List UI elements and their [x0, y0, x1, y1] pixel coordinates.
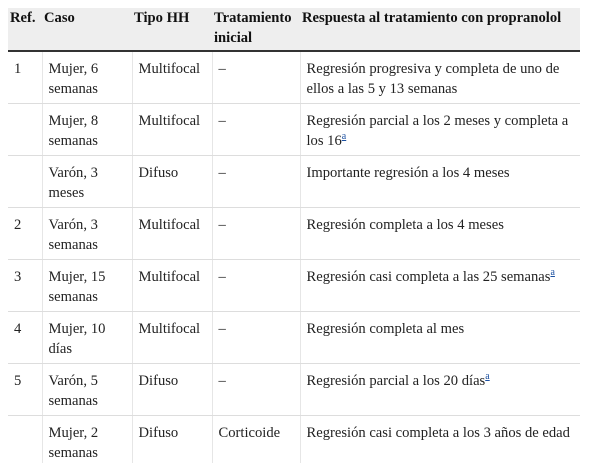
table-row — [8, 208, 580, 260]
cell-ref: 4 — [8, 312, 42, 364]
cell-respuesta — [300, 208, 580, 260]
results-table — [8, 8, 580, 463]
respuesta-text: Regresión parcial a los 2 meses y completa a los 16 — [306, 113, 569, 149]
cell-respuesta — [300, 416, 580, 463]
cell-caso: Mujer, 10 días — [42, 312, 132, 364]
cell-respuesta — [300, 156, 580, 208]
cell-respuesta — [300, 51, 580, 104]
respuesta-text: Regresión completa a los 4 meses — [306, 217, 504, 233]
header-row — [8, 8, 580, 51]
footnote-marker — [342, 128, 346, 142]
respuesta-text: Regresión progresiva y completa de uno de ellos a las 5 y 13 semanas — [306, 61, 560, 97]
respuesta-text: Regresión parcial a los 20 días — [306, 373, 486, 389]
cell-tratamiento: – — [212, 260, 300, 312]
cell-ref: 2 — [8, 208, 42, 260]
cell-respuesta — [300, 260, 580, 312]
cell-tipo: Multifocal — [132, 260, 212, 312]
cell-caso: Mujer, 2 semanas — [42, 416, 132, 463]
footnote-link[interactable]: a — [550, 267, 555, 279]
cell-ref: 5 — [8, 364, 42, 416]
cell-respuesta — [300, 312, 580, 364]
cell-tratamiento: – — [212, 104, 300, 156]
footnote-marker — [485, 368, 489, 382]
cell-ref — [8, 416, 42, 463]
table-row — [8, 156, 580, 208]
table-row — [8, 312, 580, 364]
cell-caso: Mujer, 15 semanas — [42, 260, 132, 312]
table-row — [8, 364, 580, 416]
cell-tipo: Multifocal — [132, 51, 212, 104]
table-row — [8, 416, 580, 463]
respuesta-text: Regresión casi completa a los 3 años de edad — [306, 425, 570, 441]
cell-tipo: Difuso — [132, 156, 212, 208]
respuesta-text: Regresión casi completa a las 25 semanas — [306, 269, 551, 285]
cell-caso: Varón, 3 semanas — [42, 208, 132, 260]
header-tipo: Tipo HH — [132, 8, 212, 51]
cell-tratamiento: – — [212, 51, 300, 104]
table-row — [8, 104, 580, 156]
cell-tratamiento: – — [212, 364, 300, 416]
cell-tipo: Multifocal — [132, 104, 212, 156]
cell-ref: 3 — [8, 260, 42, 312]
cell-tratamiento: Corticoide — [212, 416, 300, 463]
respuesta-text: Importante regresión a los 4 meses — [306, 165, 510, 181]
cell-tipo: Multifocal — [132, 208, 212, 260]
cell-tipo: Difuso — [132, 416, 212, 463]
footnote-link[interactable]: a — [485, 371, 490, 383]
cell-ref — [8, 104, 42, 156]
cell-respuesta — [300, 364, 580, 416]
header-ref: Ref. — [8, 8, 42, 51]
header-respuesta: Respuesta al tratamiento con propranolol — [300, 8, 580, 51]
cell-ref: 1 — [8, 51, 42, 104]
table-header — [8, 8, 580, 51]
cell-caso: Varón, 3 meses — [42, 156, 132, 208]
table-row — [8, 260, 580, 312]
footnote-link[interactable]: a — [341, 131, 347, 143]
cell-caso: Mujer, 6 semanas — [42, 51, 132, 104]
cell-tratamiento: – — [212, 208, 300, 260]
cell-respuesta — [300, 104, 580, 156]
cell-caso: Varón, 5 semanas — [42, 364, 132, 416]
table-body — [8, 51, 580, 463]
cell-tipo: Difuso — [132, 364, 212, 416]
cell-tratamiento: – — [212, 312, 300, 364]
cell-tipo: Multifocal — [132, 312, 212, 364]
cell-ref — [8, 156, 42, 208]
cell-tratamiento: – — [212, 156, 300, 208]
header-caso: Caso — [42, 8, 132, 51]
respuesta-text: Regresión completa al mes — [306, 321, 465, 337]
footnote-marker — [550, 264, 554, 278]
cell-caso: Mujer, 8 semanas — [42, 104, 132, 156]
header-tratamiento: Tratamiento inicial — [212, 8, 300, 51]
table-row — [8, 51, 580, 104]
